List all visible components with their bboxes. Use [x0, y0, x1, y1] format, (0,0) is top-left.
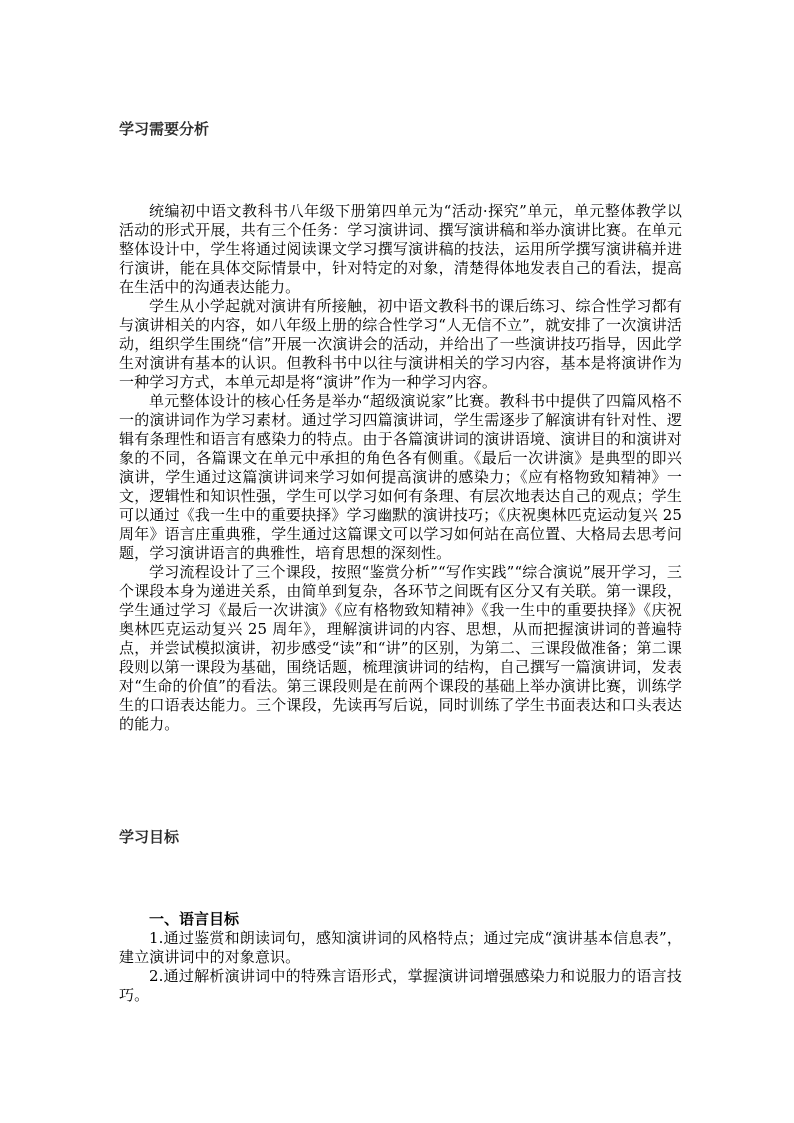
subheading-language-goals: 一、语言目标	[149, 910, 240, 928]
paragraph-unit-overview: 统编初中语文教科书八年级下册第四单元为“活动·探究”单元，单元整体教学以活动的形式开展，共有三个任务：学习演讲词、撰写演讲稿和举办演讲比赛。在单元整体设计中，学生将通过阅读课文学习撰写演讲稿的技法，运用所学撰写演讲稿并进行演讲，能在具体交际情景中，针对特定的对象，清楚得体地发表自己的看法，提高在生活中的沟通表达能力。	[119, 202, 682, 296]
goal-item-2: 2.通过解析演讲词中的特殊言语形式，掌握演讲词增强感染力和说服力的语言技巧。	[119, 967, 682, 1004]
learning-needs-body	[119, 202, 682, 734]
paragraph-student-background: 学生从小学起就对演讲有所接触，初中语文教科书的课后练习、综合性学习都有与演讲相关的内容，如八年级上册的综合性学习“人无信不立”，就安排了一次演讲活动，组织学生围绕“信”开展一次演讲会的活动，并给出了一些演讲技巧指导，因此学生对演讲有基本的认识。但教科书中以往与演讲相关的学习内容，基本是将演讲作为一种学习方式，本单元却是将“演讲”作为一种学习内容。	[119, 297, 682, 391]
paragraph-learning-flow: 学习流程设计了三个课段，按照“鉴赏分析”“写作实践”“综合演说”展开学习，三个课段本身为递进关系，由简单到复杂，各环节之间既有区分又有关联。第一课段，学生通过学习《最后一次讲演》《应有格物致知精神》《我一生中的重要抉择》《庆祝奥林匹克运动复兴 25 周年》，理解演讲词的内容、思想，从而把握演讲词的普遍特点，并尝试模拟演讲，初步感受“读”和“讲”的区别，为第二、三课段做准备；第二课段则以第一课段为基础，围绕话题，梳理演讲词的结构，自己撰写一篇演讲词，发表对“生命的价值”的看法。第三课段则是在前两个课段的基础上举办演讲比赛，训练学生的口语表达能力。三个课段，先读再写后说，同时训练了学生书面表达和口头表达的能力。	[119, 563, 682, 733]
goal-item-1: 1.通过鉴赏和朗读词句，感知演讲词的风格特点；通过完成“演讲基本信息表”，建立演讲词中的对象意识。	[119, 929, 682, 966]
learning-goals-body	[119, 910, 682, 1005]
section-heading-learning-needs: 学习需要分析	[119, 120, 210, 138]
paragraph-core-task: 单元整体设计的核心任务是举办“超级演说家”比赛。教科书中提供了四篇风格不一的演讲词作为学习素材。通过学习四篇演讲词，学生需逐步了解演讲有针对性、逻辑有条理性和语言有感染力的特点。由于各篇演讲词的演讲语境、演讲目的和演讲对象的不同，各篇课文在单元中承担的角色各有侧重。《最后一次讲演》是典型的即兴演讲，学生通过这篇演讲词来学习如何提高演讲的感染力；《应有格物致知精神》一文，逻辑性和知识性强，学生可以学习如何有条理、有层次地表达自己的观点；学生可以通过《我一生中的重要抉择》学习幽默的演讲技巧；《庆祝奥林匹克运动复兴 25 周年》语言庄重典雅，学生通过这篇课文可以学习如何站在高位置、大格局去思考问题，学习演讲语言的典雅性，培育思想的深刻性。	[119, 392, 682, 562]
section-heading-learning-goals: 学习目标	[119, 828, 180, 846]
